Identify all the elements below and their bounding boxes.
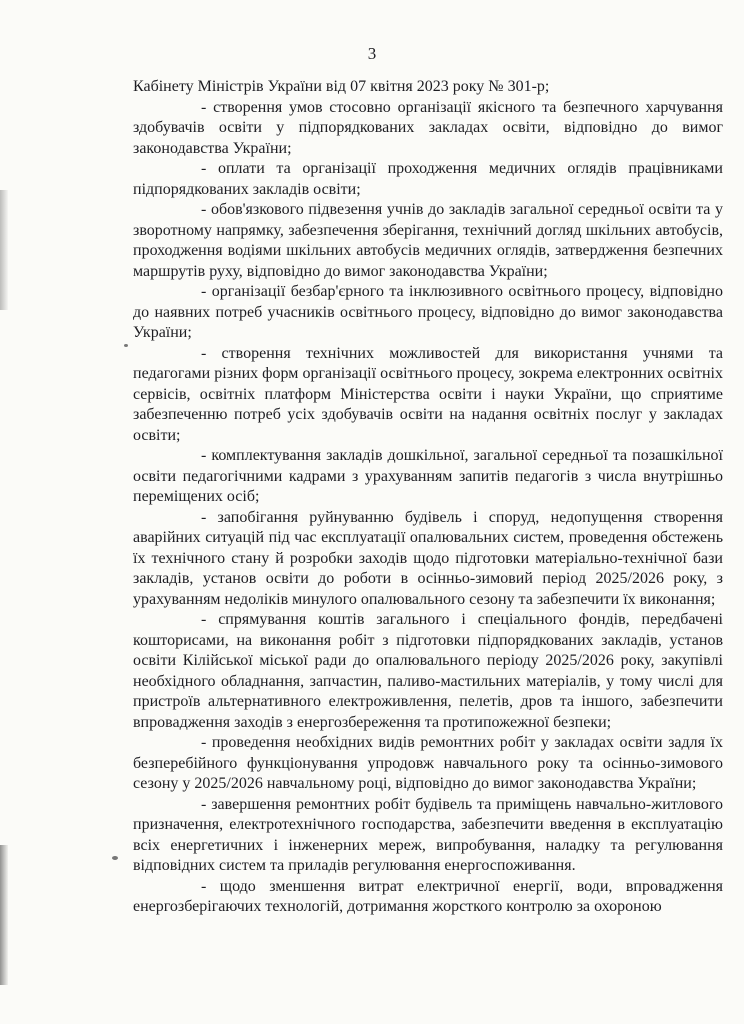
list-item: - обов'язкового підвезення учнів до закладів загальної середньої освіти та у зворотному напрямку, забезпечення зберігання, технічний догляд шкільних автобусів, проходження водіями шкільних автобусів медичних оглядів, затвердження безпечних маршрутів руху, відповідно до вимог законодавства України; <box>133 201 723 280</box>
scan-shadow-mark <box>0 190 8 310</box>
list-item: - щодо зменшення витрат електричної енергії, води, впровадження енергозберігаючих технологій, дотримання жорсткого контролю за охороною <box>133 877 723 915</box>
list-item: - організації безбар'єрного та інклюзивного освітнього процесу, відповідно до наявних потреб учасників освітнього процесу, відповідно до вимог законодавства України; <box>133 283 723 341</box>
list-item: - створення технічних можливостей для використання учнями та педагогами різних форм організації освітнього процесу, зокрема електронних освітніх сервісів, освітніх платформ Міністерства освіти і науки України, що сприятиме забезпеченню потреб усіх здобувачів освіти на надання освітніх послуг у закладах освіти; <box>133 344 723 444</box>
list-item: - проведення необхідних видів ремонтних робіт у закладах освіти задля їх безперебійного функціонування упродовж навчального року та осінньо-зимового сезону у 2025/2026 навчальному році, відповідно до вимог законодавства України; <box>133 734 723 792</box>
page-number: 3 <box>367 44 377 63</box>
list-item: - запобігання руйнуванню будівель і споруд, недопущення створення аварійних ситуацій під час експлуатації опалювальних систем, проведення обстежень їх технічного стану й розробки заходів щодо підготовки матеріально-технічної бази закладів, установ освіти до роботи в осінньо-зимовий період 2025/2026 року, з урахуванням недоліків минулого опалювального сезону та забезпечити їх виконання; <box>133 508 723 608</box>
list-item: - оплати та організації проходження медичних оглядів працівниками підпорядкованих закладів освіти; <box>133 160 723 198</box>
document-body <box>133 77 723 918</box>
list-item: - завершення ремонтних робіт будівель та приміщень навчально-житлового призначення, електротехнічного господарства, забезпечити введення в експлуатацію всіх енергетичних і інженерних мереж, випробування, наладку та регулювання відповідних систем та приладів регулювання енергоспоживання. <box>133 795 723 874</box>
list-item: - спрямування коштів загального і спеціального фондів, передбачені кошторисами, на виконання робіт з підготовки підпорядкованих закладів, установ освіти Кілійської міської ради до опалювального періоду 2025/2026 року, закупівлі необхідного обладнання, запчастин, паливо-мастильних матеріалів, у тому числі для пристроїв альтернативного електроживлення, пелетів, дров та іншого, забезпечити впровадження заходів з енергозбереження та протипожежної безпеки; <box>133 611 723 731</box>
list-item: - комплектування закладів дошкільної, загальної середньої та позашкільної освіти педагогічними кадрами з урахуванням запитів педагогів з числа внутрішньо переміщених осіб; <box>133 447 723 505</box>
scan-speck <box>124 344 128 347</box>
scan-shadow-mark <box>0 845 8 985</box>
scan-speck <box>112 856 118 860</box>
paragraph-continuation: Кабінету Міністрів України від 07 квітня 2023 року № 301-р; <box>133 78 550 95</box>
list-item: - створення умов стосовно організації якісного та безпечного харчування здобувачів освіти у підпорядкованих закладах освіти, відповідно до вимог законодавства України; <box>133 98 723 157</box>
